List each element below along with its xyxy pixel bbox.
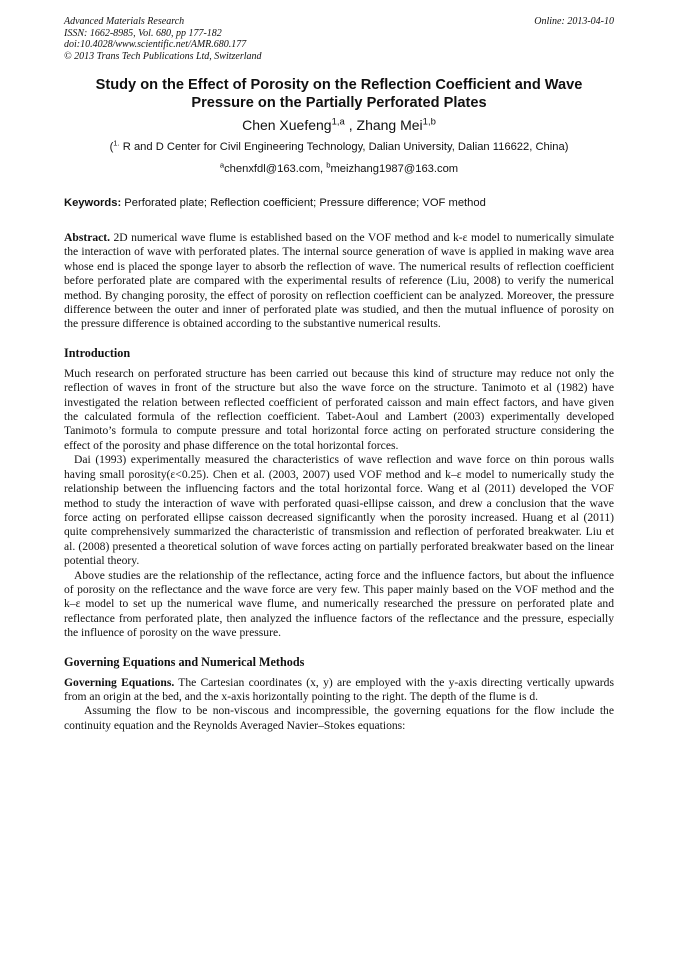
abstract-label: Abstract. xyxy=(64,231,111,244)
email-link: chenxfdl@163.com, xyxy=(224,163,327,175)
body-paragraph: Assuming the flow to be non-viscous and incompressible, the governing equations for the flow include the continuity equation and the Reynolds Averaged Navier–Stokes equations: xyxy=(64,704,614,732)
author-emails xyxy=(64,162,614,176)
author-superscript: 1,b xyxy=(422,116,436,128)
abstract-text: 2D numerical wave flume is established based on the VOF method and k-ε model to numerically simulate the interaction of wave with perforated plates. The internal source generation of wave is applied in making wave area whose end is placed the sponge layer to absorb the reflection of wave. The numerical results of reflection coefficient before perforated plate are compared with the experimental results of reference (Liu, 2008) to verify the numerical method. By changing porosity, the effect of porosity on reflection coefficient can be analyzed. Moreover, the pressure difference between the outer and inner of perforated plate was studied, and then the mutual influence of porosity on the pressure difference is obtained according to the substantive numerical results. xyxy=(64,231,614,331)
section-heading-introduction: Introduction xyxy=(64,345,131,360)
author-superscript: 1,a xyxy=(331,116,345,128)
abstract xyxy=(64,231,614,332)
paper-title: Study on the Effect of Porosity on the Reflection Coefficient and Wave Pressure on the Partially Perforated Plates xyxy=(95,77,583,111)
journal-issn: ISSN: 1662-8985, Vol. 680, pp 177-182 xyxy=(64,27,222,39)
email-superscript: b xyxy=(326,160,331,170)
email-link: meizhang1987@163.com xyxy=(330,163,459,175)
body-paragraph: Much research on perforated structure has been carried out because this kind of structure may reduce not only the reflection of waves in front of the structure but also the wave force on the structure. Tanimoto et al (1982) have investigated the relation between reflected coefficient of perforated caisson and main effect factors, and have given the calculated formula of the reflection coefficient. Tabet-Aoul and Lambert (2003) experimentally developed Tanimoto’s formula to compute pressure and total horizontal force acting on perforated structure considering the effect of the porosity and phase difference on the total horizontal forces. xyxy=(64,366,614,452)
email-superscript: a xyxy=(219,160,225,170)
body-paragraph: Above studies are the relationship of the reflectance, acting force and the influence factors, but about the influence of porosity on the reflectance and the wave force are very few. This paper mainly based on the VOF method and the k–ε model to set up the numerical wave flume, and numerically researched the pressure on perforated plate and reflectance from perforated plate, then analyzed the influence factors of the reflectance and the pressure, especially the influence of porosity on the wave pressure. xyxy=(64,568,614,640)
affiliation-superscript: 1. xyxy=(113,138,120,148)
keywords xyxy=(64,196,614,210)
section-heading-governing-equations: Governing Equations and Numerical Methods xyxy=(64,654,305,669)
paragraph-text: The Cartesian coordinates (x, y) are employed with the y-axis directing vertically upwards from an origin at the bed, and the x-axis horizontally pointing to the right. The depth of the flume is d. xyxy=(64,675,614,703)
author-name: Zhang Mei xyxy=(356,117,423,133)
subsection-lead: Governing Equations. xyxy=(64,675,175,689)
journal-header xyxy=(64,16,614,62)
online-date: Online: 2013-04-10 xyxy=(534,16,614,27)
author-list xyxy=(64,116,614,134)
author-name: Chen Xuefeng xyxy=(242,117,332,133)
journal-copyright: © 2013 Trans Tech Publications Ltd, Switzerland xyxy=(64,50,262,62)
body-paragraph: Dai (1993) experimentally measured the characteristics of wave reflection and wave force on thin porous walls having small porosity(ε<0.25). Chen et al. (2003, 2007) used VOF method and k–ε model to numerically study the relationship between the influencing factors and the total horizontal force. Wang et al (2011) developed the VOF method to study the interaction of wave with perforated quasi-ellipse caisson, and drew a conclusion that the wave force acting on perforated ellipse caisson decreased significantly when the porosity increased. Huang et al (2011) quite comprehensively summarized the characteristic of transmission and reflection of perforated breakwater. Liu et al. (2008) presented a theoretical solution of wave forces acting on partially perforated breakwater based on the linear potential theory. xyxy=(64,453,614,568)
journal-doi: doi:10.4028/www.scientific.net/AMR.680.177 xyxy=(64,39,247,50)
body-paragraph xyxy=(64,676,614,705)
journal-name: Advanced Materials Research xyxy=(64,16,185,27)
keywords-text: Perforated plate; Reflection coefficient; Pressure difference; VOF method xyxy=(121,197,486,209)
keywords-label: Keywords: xyxy=(64,197,122,209)
affiliation xyxy=(64,140,614,154)
author-separator: , xyxy=(344,117,357,133)
affiliation-paren: ( xyxy=(109,141,114,153)
affiliation-text: R and D Center for Civil Engineering Technology, Dalian University, Dalian 116622, China) xyxy=(119,141,569,153)
